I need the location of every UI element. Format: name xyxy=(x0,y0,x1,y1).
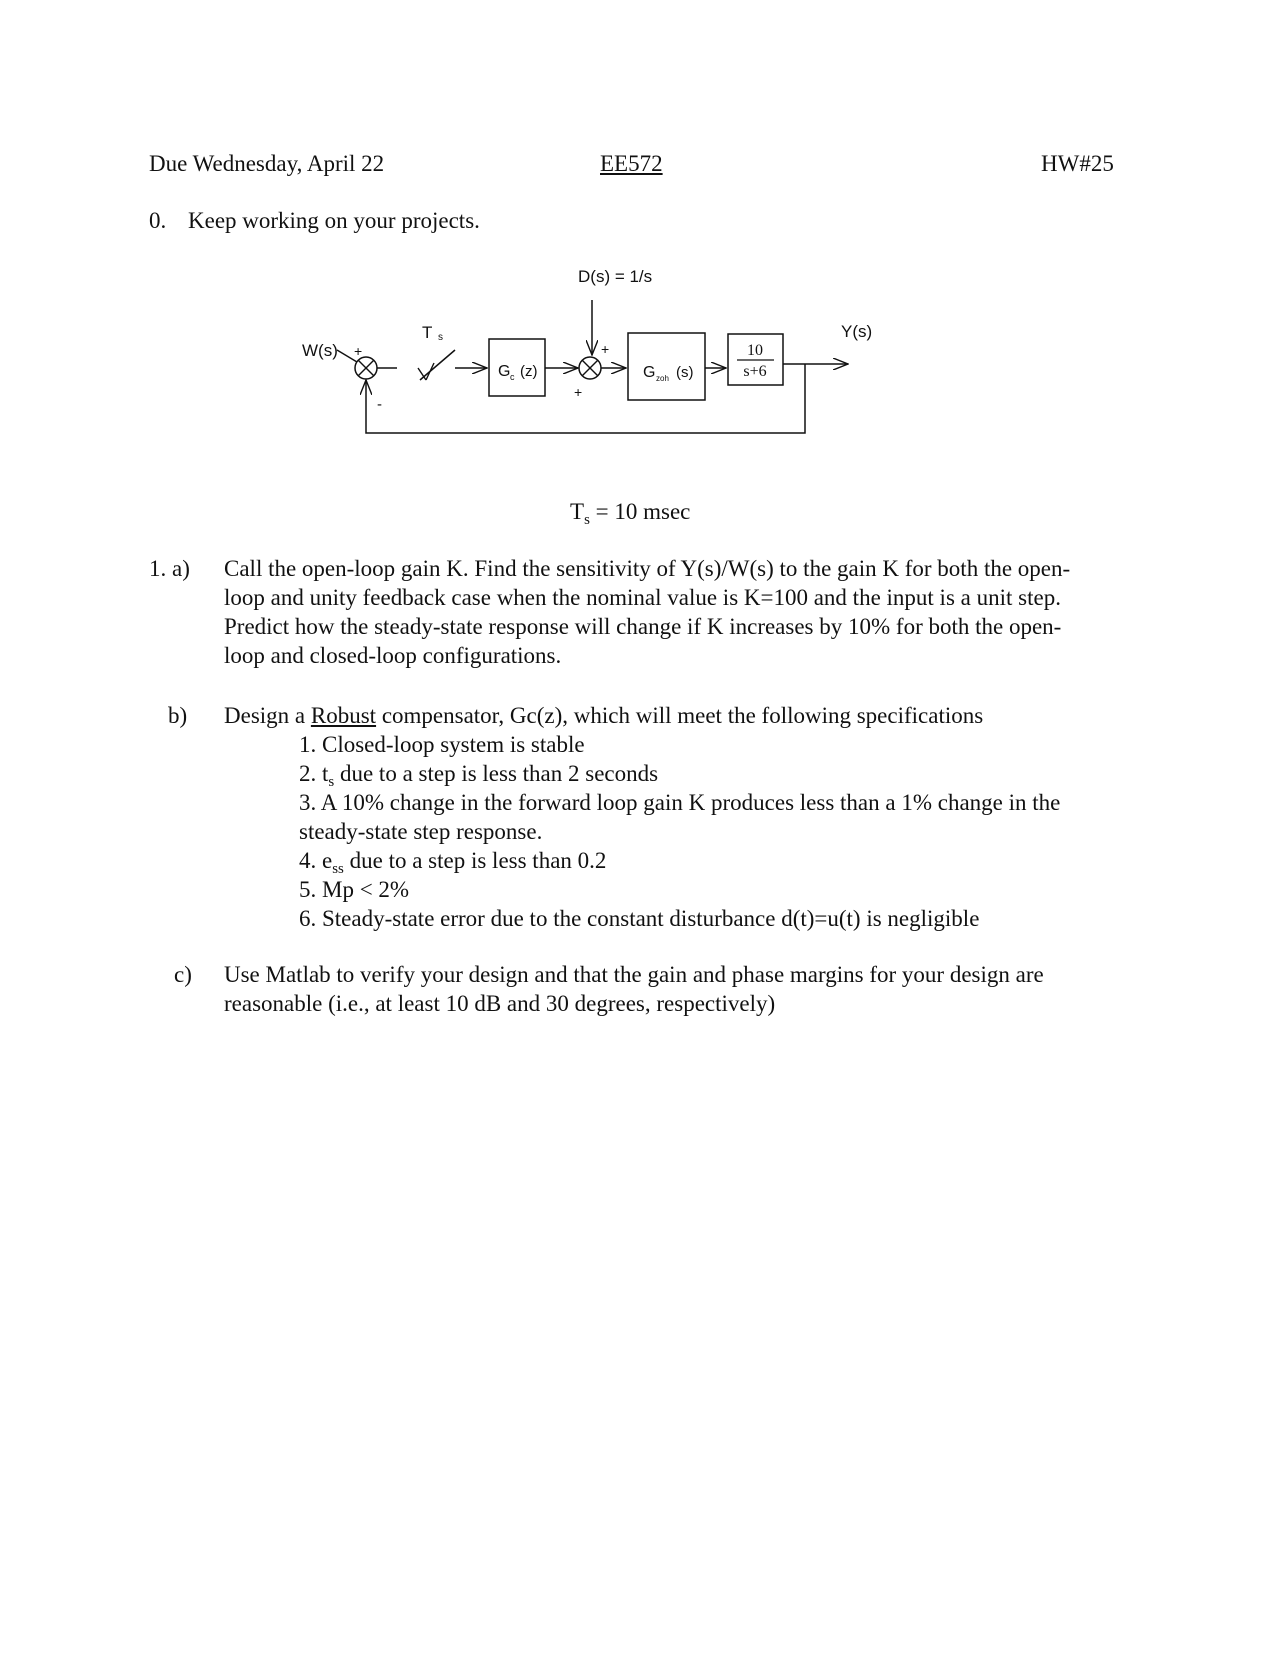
item-0-text: Keep working on your projects. xyxy=(188,208,480,233)
question-1b-intro xyxy=(224,701,983,730)
b-intro-post: compensator, Gc(z), which will meet the following specifications xyxy=(376,703,984,728)
sampler-label: T xyxy=(422,323,433,342)
question-1c-line: Use Matlab to verify your design and that the gain and phase margins for your design are xyxy=(224,962,1044,987)
input-label: W(s) xyxy=(302,341,338,360)
spec-4 xyxy=(299,846,1060,878)
spec-2-post: due to a step is less than 2 seconds xyxy=(334,761,659,786)
spec-5: 5. Mp < 2% xyxy=(299,877,410,902)
spec-2-subscript: s xyxy=(328,774,335,791)
spec-6: 6. Steady-state error due to the constant disturbance d(t)=u(t) is negligible xyxy=(299,906,980,931)
spec-4-pre: 4. e xyxy=(299,848,333,873)
question-1a-text xyxy=(224,554,1070,670)
disturbance-label: D(s) = 1/s xyxy=(578,267,653,286)
controller-label: G xyxy=(498,363,511,380)
question-1a-line: loop and closed-loop configurations. xyxy=(224,643,562,668)
question-1a-line: loop and unity feedback case when the nominal value is K=100 and the input is a unit step. xyxy=(224,585,1061,610)
question-1c-line: reasonable (i.e., at least 10 dB and 30 degrees, respectively) xyxy=(224,991,776,1016)
sampler-subscript: s xyxy=(438,332,443,343)
zoh-subscript: zoh xyxy=(656,374,669,383)
output-label: Y(s) xyxy=(841,322,873,341)
ts-suffix: = 10 msec xyxy=(589,499,691,524)
question-1a-line: Predict how the steady-state response will change if K increases by 10% for both the open- xyxy=(224,614,1062,639)
ts-prefix: T xyxy=(570,499,585,524)
sum2-bottom-plus-sign: + xyxy=(574,384,583,400)
sampler-switch xyxy=(418,350,455,380)
controller-arg: (z) xyxy=(520,363,538,380)
course-title: EE572 xyxy=(600,151,663,176)
spec-4-subscript: ss xyxy=(332,861,344,878)
spec-4-post: due to a step is less than 0.2 xyxy=(343,848,607,873)
sampling-period-note xyxy=(570,497,691,529)
controller-subscript: c xyxy=(510,372,515,382)
question-1b-label: b) xyxy=(168,703,188,728)
question-1c-label: c) xyxy=(174,962,192,987)
question-1a-label: 1. a) xyxy=(149,556,190,581)
specifications-list xyxy=(299,730,1060,933)
spec-2-pre: 2. t xyxy=(299,761,329,786)
sum1-minus-sign: - xyxy=(377,396,382,413)
plant-numerator: 10 xyxy=(747,342,763,359)
robust-emphasis: Robust xyxy=(310,703,377,728)
zoh-arg: (s) xyxy=(676,364,694,381)
summing-junction-2 xyxy=(579,357,601,379)
due-date: Due Wednesday, April 22 xyxy=(149,151,385,176)
question-1a-line: Call the open-loop gain K. Find the sensitivity of Y(s)/W(s) to the gain K for both the open- xyxy=(224,556,1071,581)
spec-3-line-2: steady-state step response. xyxy=(299,819,543,844)
ts-subscript: s xyxy=(584,512,590,529)
sum2-top-plus-sign: + xyxy=(601,341,610,357)
b-intro-pre: Design a xyxy=(224,703,311,728)
question-1c-text xyxy=(224,960,1044,1018)
summing-junction-1 xyxy=(355,357,377,379)
spec-2 xyxy=(299,759,1060,791)
hw-number: HW#25 xyxy=(1041,151,1114,176)
sum1-plus-sign: + xyxy=(354,343,363,359)
zoh-label: G xyxy=(643,364,656,381)
plant-denominator: s+6 xyxy=(743,363,767,380)
block-diagram xyxy=(0,255,1280,455)
item-0-number: 0. xyxy=(149,208,167,233)
spec-3-line-1: 3. A 10% change in the forward loop gain K produces less than a 1% change in the xyxy=(299,790,1061,815)
spec-1: 1. Closed-loop system is stable xyxy=(299,732,585,757)
